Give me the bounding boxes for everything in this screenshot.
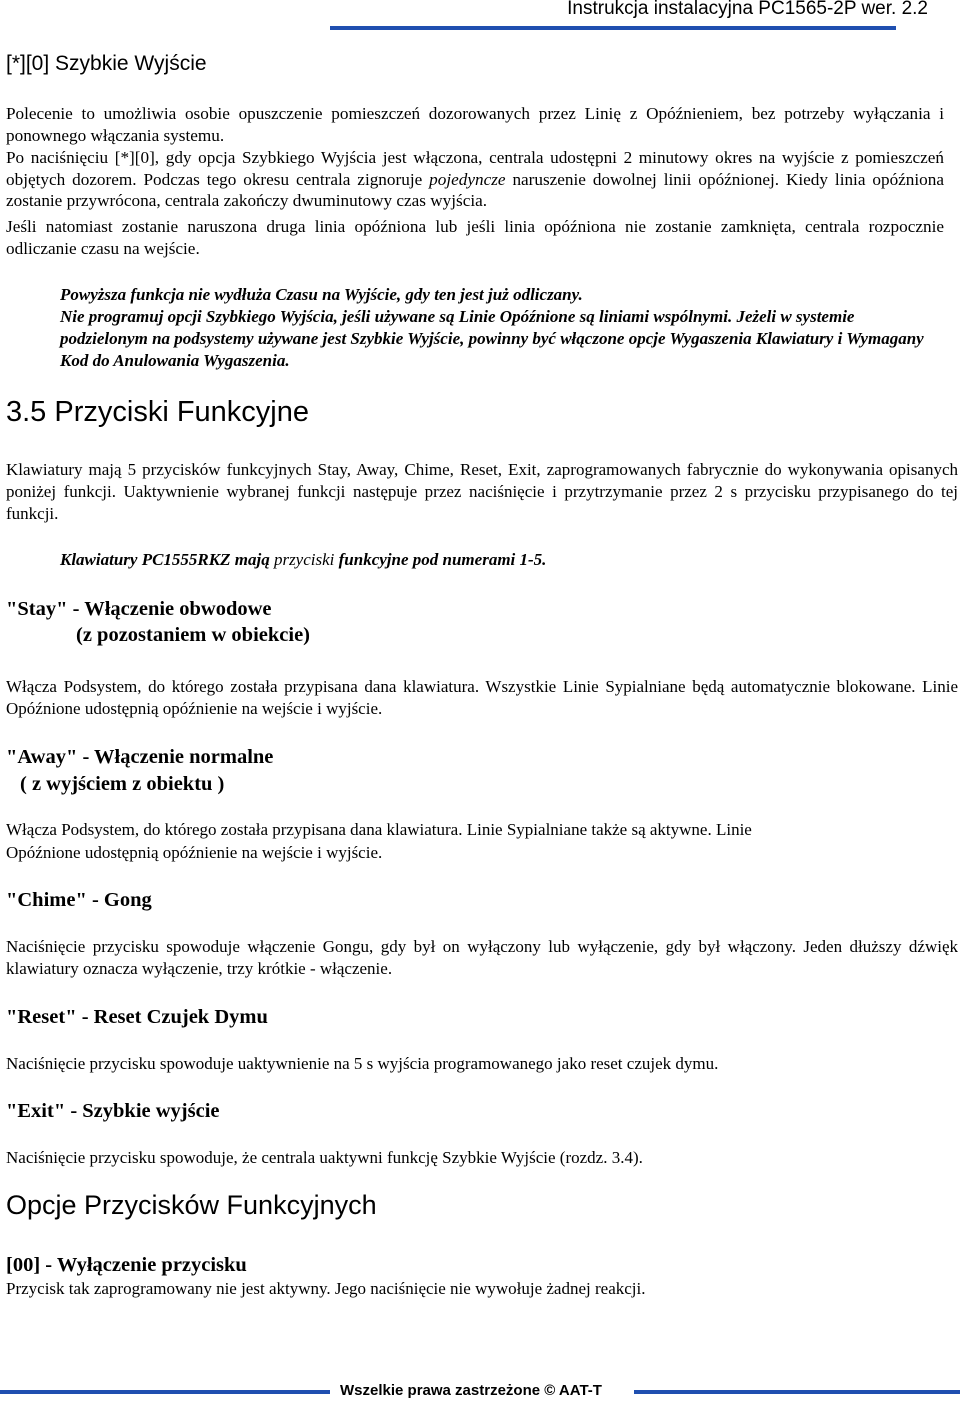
subheading-stay: "Stay" - Włączenie obwodowe [6, 598, 272, 620]
note-programming-warning: Nie programuj opcji Szybkiego Wyjścia, jeśli używane są Linie Opóźnione są liniami wspólnymi. Jeżeli w systemie podzielonym na podsystemy używane jest Szybkie Wyjście, powinny być włączone opcje Wygaszenia Klawiatury i Wymagany Kod do Anulowania Wygaszenia. [60, 307, 924, 370]
footer-rule-left [0, 1390, 330, 1394]
note-text: przyciski [273, 550, 335, 569]
paragraph-second-zone: Jeśli natomiast zostanie naruszona druga linia opóźniona lub jeśli linia opóźniona nie zostanie zamknięta, centrala rozpocznie odliczanie czasu na wejście. [6, 217, 944, 258]
footer-rule-right [634, 1390, 960, 1394]
subheading-stay-detail: (z pozostaniem w obiekcie) [76, 624, 310, 646]
note-pc1555rkz [60, 550, 546, 570]
paragraph-option-00: Przycisk tak zaprogramowany nie jest aktywny. Jego naciśnięcie nie wywołuje żadnej reakcji. [6, 1279, 646, 1298]
paragraph-stay: Włącza Podsystem, do którego została przypisana dana klawiatura. Wszystkie Linie Sypialniane będą automatycznie blokowane. Linie Opóźnione udostępnią opóźnienie na wejście i wyjście. [6, 677, 958, 718]
footer-copyright: Wszelkie prawa zastrzeżone © AAT-T [340, 1382, 602, 1399]
paragraph-function-keys-intro: Klawiatury mają 5 przycisków funkcyjnych Stay, Away, Chime, Reset, Exit, zaprogramowanych fabrycznie do wykonywania opisanych poniżej funkcji. Uaktywnienie wybranej funkcji następuje przez naciśnięcie i przytrzymanie przez 2 s przycisku przypisanego do tej funkcji. [6, 460, 958, 523]
paragraph-away-line1: Włącza Podsystem, do którego została przypisana dana klawiatura. Linie Sypialniane także są aktywne. Linie [6, 820, 752, 839]
header-rule [330, 26, 896, 30]
paragraph-quick-exit-intro: Polecenie to umożliwia osobie opuszczenie pomieszczeń dozorowanych przez Linię z Opóźnieniem, bez potrzeby wyłączania i ponownego włączania systemu. [6, 104, 944, 145]
subheading-exit: "Exit" - Szybkie wyjście [6, 1100, 220, 1122]
section-heading-function-keys: 3.5 Przyciski Funkcyjne [6, 396, 309, 428]
paragraph-away-line2: Opóźnione udostępnią opóźnienie na wejście i wyjście. [6, 843, 383, 862]
section-title-quick-exit: [*][0] Szybkie Wyjście [6, 52, 207, 75]
note-text: Klawiatury PC1555RKZ mają [60, 550, 274, 569]
subheading-reset: "Reset" - Reset Czujek Dymu [6, 1006, 268, 1028]
paragraph-reset: Naciśnięcie przycisku spowoduje uaktywnienie na 5 s wyjścia programowanego jako reset czujek dymu. [6, 1054, 719, 1073]
paragraph-exit: Naciśnięcie przycisku spowoduje, że centrala uaktywni funkcję Szybkie Wyjście (rozdz. 3.4). [6, 1148, 643, 1167]
subheading-option-00: [00] - Wyłączenie przycisku [6, 1254, 247, 1276]
subheading-chime: "Chime" - Gong [6, 889, 152, 911]
subheading-away: "Away" - Włączenie normalne [6, 746, 274, 768]
emphasis-text: pojedyncze [429, 169, 506, 189]
document-header-title: Instrukcja instalacyjna PC1565-2P wer. 2.2 [567, 0, 928, 19]
subheading-away-detail: ( z wyjściem z obiektu ) [20, 773, 225, 795]
note-text: funkcyjne pod numerami 1-5. [334, 550, 547, 569]
paragraph-chime: Naciśnięcie przycisku spowoduje włączenie Gongu, gdy był on wyłączony lub wyłączenie, gdy był włączony. Jeden dłuższy dźwięk klawiatury oznacza wyłączenie, trzy krótkie - włączenie. [6, 937, 958, 978]
section-heading-function-key-options: Opcje Przycisków Funkcyjnych [6, 1190, 377, 1220]
paragraph-text: naruszenie dowolnej linii opóźnionej. Kiedy linia opóźniona zostanie przywrócona, centrala zakończy dwuminutowy czas wyjścia. [6, 169, 944, 211]
note-exit-time: Powyższa funkcja nie wydłuża Czasu na Wyjście, gdy ten jest już odliczany. [60, 285, 583, 304]
paragraph-quick-exit-details [6, 147, 944, 212]
paragraph-text: Po naciśnięciu [*][0], gdy opcja Szybkiego Wyjścia jest włączona, centrala udostępni 2 minutowy okres na wyjście z pomieszczeń objętych dozorem. Podczas tego okresu centrala zignoruje [6, 148, 944, 189]
